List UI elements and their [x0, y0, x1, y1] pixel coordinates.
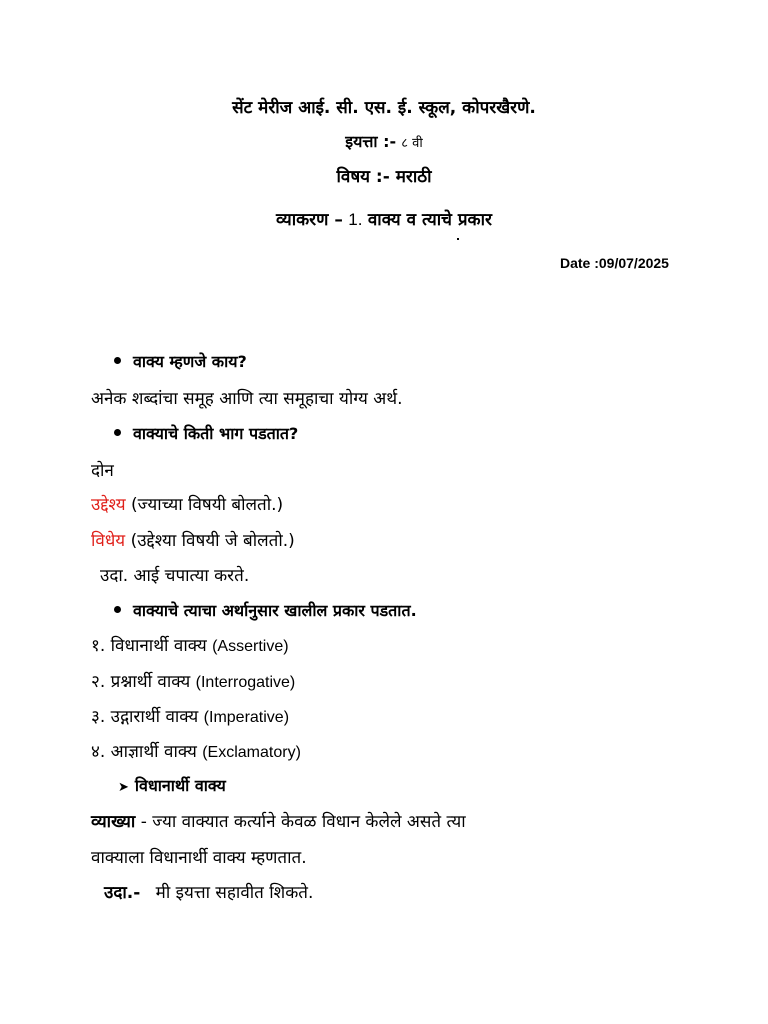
bullet-question-3	[114, 599, 417, 621]
question-text: वाक्याचे किती भाग पडतात?	[133, 424, 299, 443]
question-text: वाक्याचे त्याचा अर्थानुसार खालील प्रकार पडतात.	[133, 601, 417, 620]
topic-line	[0, 207, 768, 230]
section-heading-text: विधानार्थी वाक्य	[134, 776, 226, 795]
stray-dot	[457, 238, 459, 240]
topic-title: वाक्य व त्याचे प्रकार	[367, 210, 492, 230]
type-english: (Imperative)	[203, 709, 290, 726]
type-english: (Assertive)	[212, 638, 289, 655]
definition-line-2: वाक्याला विधानार्थी वाक्य म्हणतात.	[91, 848, 307, 868]
question-text: वाक्य म्हणजे काय?	[133, 352, 247, 371]
arrow-bullet-icon: ➤	[118, 780, 129, 795]
subject-label: विषय :-	[336, 167, 390, 187]
type-item-4	[91, 739, 301, 762]
example-2-label: उदा.-	[104, 883, 141, 903]
bullet-icon	[114, 357, 121, 364]
subject-value: मराठी	[395, 167, 432, 187]
bullet-icon	[114, 429, 121, 436]
example-2-text: मी इयत्ता सहावीत शिकते.	[155, 883, 314, 903]
type-marathi: ३. उद्गारार्थी वाक्य	[91, 707, 199, 727]
type-item-2	[91, 669, 295, 692]
type-item-1	[91, 633, 289, 656]
bullet-icon	[114, 606, 121, 613]
part-predicate-term: विधेय	[91, 531, 126, 551]
type-english: (Exclamatory)	[202, 744, 301, 761]
class-label: इयत्ता :-	[345, 132, 397, 151]
section-heading	[118, 774, 226, 796]
type-item-3	[91, 704, 289, 727]
topic-prefix: व्याकरण –	[276, 210, 343, 230]
type-english: (Interrogative)	[195, 674, 296, 691]
date-label: Date :09/07/2025	[560, 255, 669, 271]
type-marathi: २. प्रश्नार्थी वाक्य	[91, 672, 191, 692]
part-subject-line	[91, 492, 283, 515]
class-value: ८ वी	[401, 136, 423, 151]
definition-line-1	[91, 809, 466, 832]
class-line	[0, 130, 768, 152]
type-marathi: १. विधानार्थी वाक्य	[91, 636, 207, 656]
type-marathi: ४. आज्ञार्थी वाक्य	[91, 742, 197, 762]
part-predicate-line	[91, 528, 295, 551]
bullet-question-1	[114, 350, 247, 372]
example-2	[104, 880, 313, 903]
part-subject-desc: (ज्याच्या विषयी बोलतो.)	[125, 495, 284, 515]
definition-label: व्याख्या	[91, 812, 136, 832]
part-predicate-desc: (उद्देश्या विषयी जे बोलतो.)	[125, 531, 295, 551]
school-name: सेंट मेरीज आई. सी. एस. ई. स्कूल, कोपरखैरणे.	[232, 98, 536, 118]
bullet-question-2	[114, 422, 298, 444]
definition-text: - ज्या वाक्यात कर्त्याने केवळ विधान केलेले असते त्या	[135, 812, 466, 832]
answer-2: दोन	[91, 461, 114, 481]
answer-1: अनेक शब्दांचा समूह आणि त्या समूहाचा योग्य अर्थ.	[91, 389, 403, 409]
topic-number: 1.	[348, 210, 363, 229]
subject-line	[0, 164, 768, 187]
example-1: उदा. आई चपात्या करते.	[100, 566, 250, 586]
part-subject-term: उद्देश्य	[91, 495, 126, 515]
